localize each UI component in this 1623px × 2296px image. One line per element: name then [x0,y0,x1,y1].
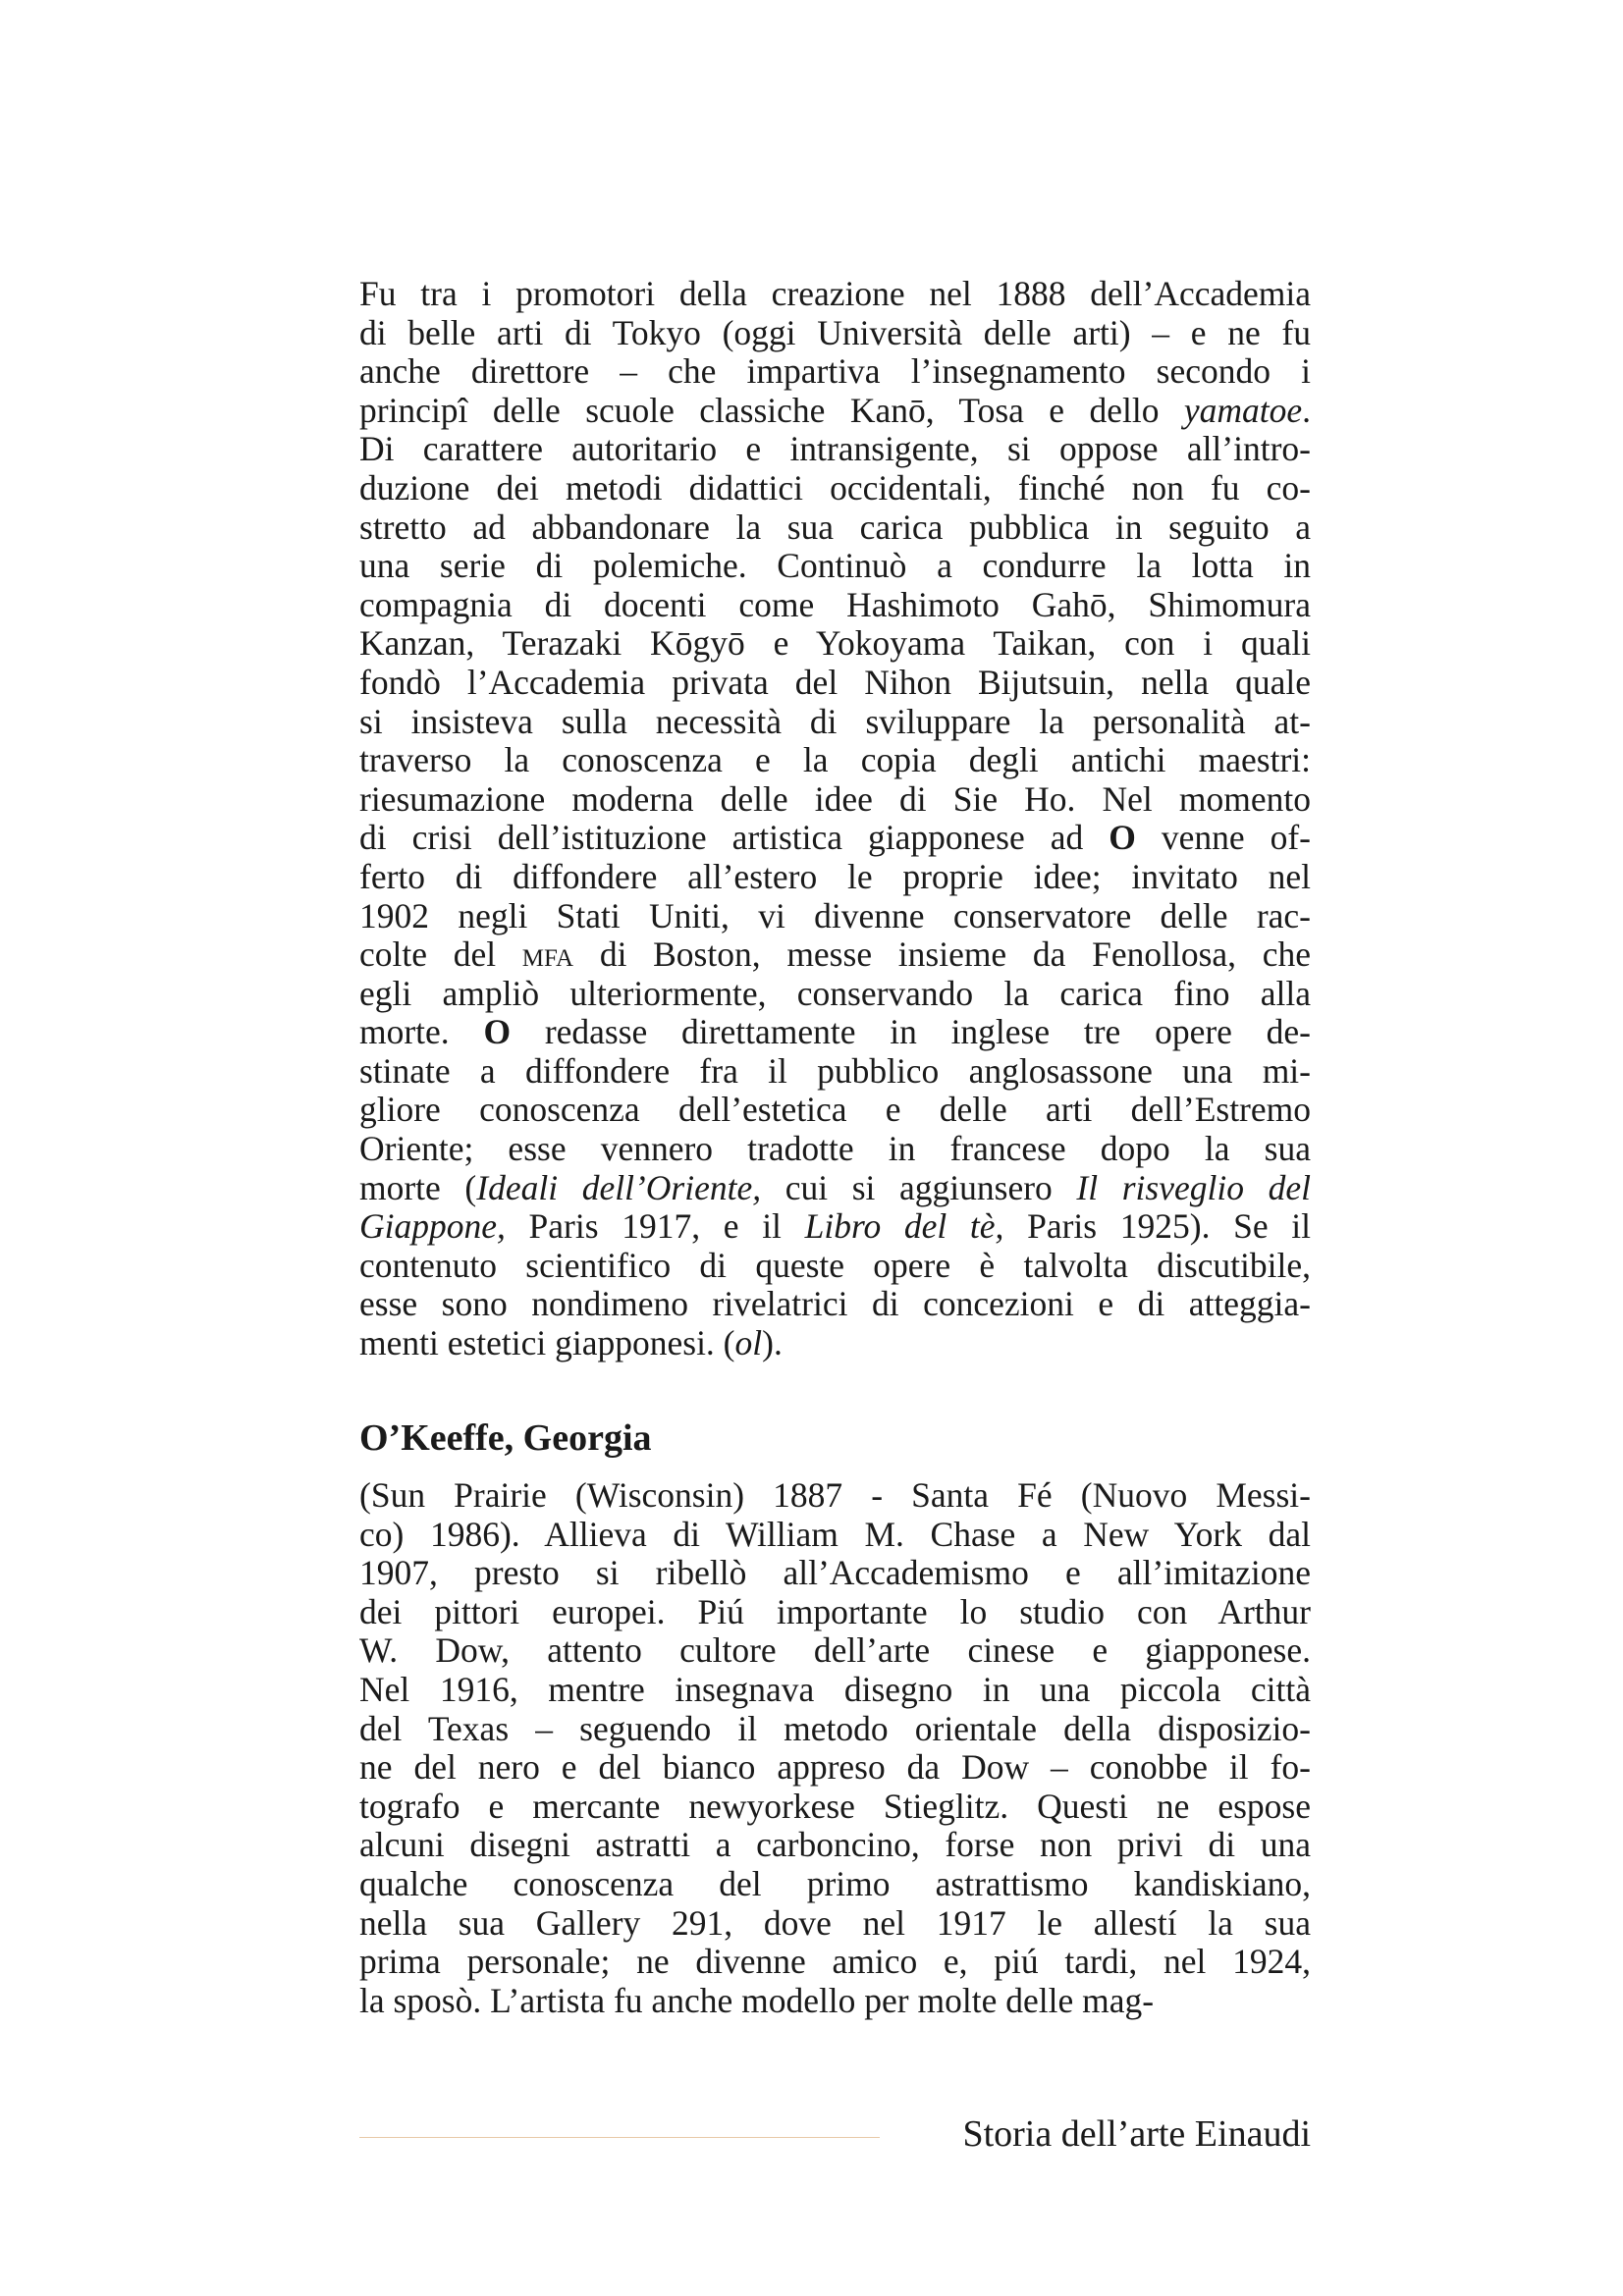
entry-line [359,1826,1311,1865]
article-line [359,1013,1311,1052]
entry-line [359,1865,1311,1904]
footer-rule [359,2137,880,2138]
text-segment: si insisteva sulla necessità di sviluppare la personalità at- [359,701,1311,741]
article-line [359,1169,1311,1208]
article-line [359,1285,1311,1324]
text-segment: morte ( [359,1167,477,1207]
text-segment: compagnia di docenti come Hashimoto Gahō, Shimomura [359,584,1311,624]
text-segment: menti estetici giapponesi. ( [359,1323,735,1363]
article-line [359,352,1311,392]
text-segment: del Texas – seguendo il metodo orientale della disposizio- [359,1708,1311,1748]
text-segment: fondò l’Accademia privata del Nihon Bijutsuin, nella quale [359,662,1311,702]
text-segment: cui si aggiunsero [761,1167,1077,1207]
entry-line [359,1943,1311,1982]
entry-line [359,1554,1311,1593]
italic-text: yamatoe [1183,390,1303,430]
text-segment: gliore conoscenza dell’estetica e delle arti dell’Estremo [359,1090,1311,1130]
text-segment: W. Dow, attento cultore dell’arte cinese e giapponese. [359,1630,1311,1671]
article-line [359,1207,1311,1247]
text-segment: (Sun Prairie (Wisconsin) 1887 - Santa Fé (Nuovo Messi- [359,1475,1311,1515]
article-line [359,314,1311,353]
entry-line [359,1904,1311,1944]
text-segment: duzione dei metodi didattici occidentali, finché non fu co- [359,467,1311,507]
article-line [359,819,1311,858]
text-segment: . [1302,390,1311,430]
article-continuation-text [359,275,1311,1363]
article-line [359,1324,1311,1363]
text-segment: co) 1986). Allieva di William M. Chase a New York dal [359,1514,1311,1554]
text-segment: ferto di diffondere all’estero le proprie idee; invitato nel [359,856,1311,896]
article-line [359,547,1311,586]
entry-line [359,1476,1311,1516]
small-caps-acronym: mfa [521,934,574,975]
article-line [359,1052,1311,1092]
article-line [359,1247,1311,1286]
text-segment: contenuto scientifico di queste opere è talvolta discutibile, [359,1245,1311,1285]
article-line [359,624,1311,664]
text-segment: traverso la conoscenza e la copia degli antichi maestri: [359,740,1311,780]
entry-line [359,1671,1311,1710]
footer-publication-title: Storia dell’arte Einaudi [962,2113,1311,2155]
article-line [359,741,1311,780]
text-segment: redasse direttamente in inglese tre opere de- [511,1012,1311,1052]
entry-title: O’Keeffe, Georgia [359,1417,652,1459]
article-line [359,586,1311,625]
italic-text: Ideali dell’Oriente, [476,1167,762,1207]
text-segment: venne of- [1135,818,1311,858]
entry-body-text [359,1476,1311,2020]
entry-line [359,1710,1311,1749]
entry-line [359,1982,1311,2021]
text-segment: esse sono nondimeno rivelatrici di concezioni e di atteggia- [359,1284,1311,1324]
page-footer [359,2110,1311,2160]
article-line [359,780,1311,820]
article-line [359,703,1311,742]
text-segment: Kanzan, Terazaki Kōgyō e Yokoyama Taikan, con i quali [359,623,1311,664]
entry-line [359,1748,1311,1788]
text-segment: principî delle scuole classiche Kanō, Tosa e dello [359,390,1184,430]
article-line [359,858,1311,897]
text-segment: stinate a diffondere fra il pubblico anglosassone una mi- [359,1050,1311,1091]
text-segment: una serie di polemiche. Continuò a condurre la lotta in [359,546,1311,586]
text-segment: 1902 negli Stati Uniti, vi divenne conservatore delle rac- [359,895,1311,935]
text-segment: Nel 1916, mentre insegnava disegno in una piccola città [359,1669,1311,1709]
italic-text: ol [734,1323,763,1363]
article-line [359,935,1311,975]
text-segment: stretto ad abbandonare la sua carica pubblica in seguito a [359,507,1311,547]
text-segment: qualche conoscenza del primo astrattismo kandiskiano, [359,1863,1311,1903]
text-segment: di crisi dell’istituzione artistica giapponese ad [359,818,1109,858]
text-segment: Di carattere autoritario e intransigente, si oppose all’intro- [359,429,1311,469]
bold-abbreviation: O [483,1012,512,1052]
text-segment: di belle arti di Tokyo (oggi Università delle arti) – e ne fu [359,312,1311,352]
text-segment: dei pittori europei. Piú importante lo studio con Arthur [359,1591,1311,1631]
entry-line [359,1516,1311,1555]
article-line [359,975,1311,1014]
text-segment: egli ampliò ulteriormente, conservando la carica fino alla [359,973,1311,1013]
article-line [359,664,1311,703]
article-line [359,392,1311,431]
text-segment: tografo e mercante newyorkese Stieglitz. Questi ne espose [359,1786,1311,1826]
text-segment: anche direttore – che impartiva l’insegnamento secondo i [359,351,1311,392]
article-line [359,1130,1311,1169]
text-segment: colte del [359,934,522,975]
text-segment: morte. [359,1012,484,1052]
text-segment: prima personale; ne divenne amico e, piú tardi, nel 1924, [359,1942,1311,1982]
italic-text: Libro del tè, [804,1206,1004,1247]
text-segment: 1907, presto si ribellò all’Accademismo e all’imitazione [359,1553,1311,1593]
text-segment: ). [762,1323,783,1363]
entry-line [359,1631,1311,1671]
article-line [359,508,1311,548]
text-segment: Paris 1925). Se il [1003,1206,1311,1247]
article-line [359,275,1311,314]
article-line [359,1091,1311,1130]
entry-line [359,1593,1311,1632]
entry-line [359,1788,1311,1827]
text-segment: Paris 1917, e il [505,1206,805,1247]
text-segment: Oriente; esse vennero tradotte in francese dopo la sua [359,1129,1311,1169]
italic-text: Il risveglio del [1076,1167,1311,1207]
text-segment: riesumazione moderna delle idee di Sie Ho. Nel momento [359,778,1311,819]
bold-abbreviation: O [1109,818,1136,858]
article-line [359,469,1311,508]
article-line [359,897,1311,936]
text-segment: ne del nero e del bianco appreso da Dow – conobbe il fo- [359,1747,1311,1788]
text-segment: nella sua Gallery 291, dove nel 1917 le allestí la sua [359,1902,1311,1943]
text-segment: di Boston, messe insieme da Fenollosa, che [573,934,1311,975]
article-line [359,430,1311,469]
text-segment: la sposò. L’artista fu anche modello per molte delle mag- [359,1980,1155,2020]
italic-text: Giappone, [359,1206,506,1247]
text-segment: Fu tra i promotori della creazione nel 1888 dell’Accademia [359,274,1311,313]
text-segment: alcuni disegni astratti a carboncino, forse non privi di una [359,1825,1311,1865]
